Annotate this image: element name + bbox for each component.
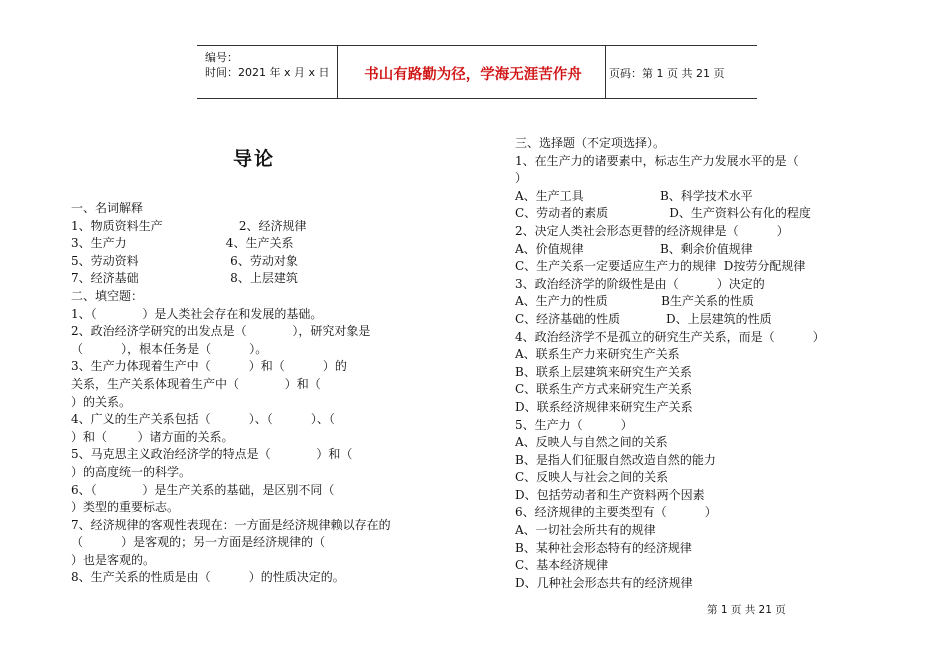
left-column-line: 一、名词解释 bbox=[71, 201, 144, 215]
right-column-line: C、经济基础的性质 D、上层建筑的性质 bbox=[515, 311, 772, 326]
right-column bbox=[515, 135, 887, 592]
right-column-line: A、反映人与自然之间的关系 bbox=[515, 435, 668, 450]
right-column-line: A、一切社会所共有的规律 bbox=[515, 523, 656, 538]
right-column-line: D、联系经济规律来研究生产关系 bbox=[515, 399, 693, 414]
right-column-line: A、价值规律 B、剩余价值规律 bbox=[515, 241, 753, 256]
left-column-line: ）也是客观的。 bbox=[71, 552, 156, 567]
right-column-line: B、联系上层建筑来研究生产关系 bbox=[515, 364, 692, 379]
header-page-label: 页码：第 1 页 共 21 页 bbox=[609, 67, 725, 80]
left-column-line: 3、生产力体现着生产中（ ）和（ ）的 bbox=[71, 359, 347, 374]
right-column-line: 1、在生产力的诸要素中，标志生产力发展水平的是（ bbox=[515, 153, 799, 168]
left-column bbox=[71, 200, 437, 587]
header-motto: 书山有路勤为径，学海无涯苦作舟 bbox=[364, 67, 582, 83]
document-header bbox=[197, 45, 757, 99]
left-column-line: 7、经济规律的客观性表现在：一方面是经济规律赖以存在的 bbox=[71, 517, 391, 532]
right-column-line: D、几种社会形态共有的经济规律 bbox=[515, 575, 693, 590]
left-column-line: （ ），根本任务是（ ）。 bbox=[71, 341, 268, 356]
page-footer: 第 1 页 共 21 页 bbox=[707, 604, 786, 616]
left-column-line: ）的高度统一的科学。 bbox=[71, 464, 192, 479]
right-column-line: C、生产关系一定要适应生产力的规律 D按劳分配规律 bbox=[515, 259, 806, 274]
left-column-line: 1、物质资料生产 2、经济规律 bbox=[71, 218, 307, 233]
left-column-line: （ ）是客观的；另一方面是经济规律的（ bbox=[71, 535, 326, 550]
left-column-line: 5、马克思主义政治经济学的特点是（ ）和（ bbox=[71, 447, 353, 462]
right-column-line: 2、决定人类社会形态更替的经济规律是（ ） bbox=[515, 223, 789, 238]
right-column-line: 4、政治经济学不是孤立的研究生产关系，而是（ ） bbox=[515, 329, 825, 344]
right-column-line: 6、经济规律的主要类型有（ ） bbox=[515, 505, 717, 520]
header-divider bbox=[337, 46, 338, 98]
left-column-line: ）的关系。 bbox=[71, 394, 132, 409]
left-column-line: 关系，生产关系体现着生产中（ ）和（ bbox=[71, 376, 321, 391]
right-column-line: 5、生产力（ ） bbox=[515, 417, 633, 432]
header-meta bbox=[205, 50, 330, 80]
right-column-line: C、反映人与社会之间的关系 bbox=[515, 470, 669, 485]
left-column-line: ）和（ ）诸方面的关系。 bbox=[71, 429, 234, 444]
right-column-line: A、生产力的性质 B生产关系的性质 bbox=[515, 294, 754, 309]
left-column-line: ）类型的重要标志。 bbox=[71, 500, 180, 515]
right-column-line: A、生产工具 B、科学技术水平 bbox=[515, 188, 753, 203]
left-column-line: 7、经济基础 8、上层建筑 bbox=[71, 271, 298, 286]
page-title: 导论 bbox=[233, 148, 276, 170]
left-column-line: 8、生产关系的性质是由（ ）的性质决定的。 bbox=[71, 570, 345, 585]
right-column-line: D、包括劳动者和生产资料两个因素 bbox=[515, 487, 705, 502]
left-column-line: 二、填空题： bbox=[71, 288, 144, 303]
left-column-line: 1、（ ）是人类社会存在和发展的基础。 bbox=[71, 306, 323, 321]
left-column-line: 2、政治经济学研究的出发点是（ ），研究对象是 bbox=[71, 324, 371, 339]
right-column-line: 三、选择题（不定项选择）。 bbox=[515, 136, 666, 150]
left-column-line: 6、（ ）是生产关系的基础，是区别不同（ bbox=[71, 482, 335, 497]
left-column-line: 5、劳动资料 6、劳动对象 bbox=[71, 253, 298, 268]
left-column-line: 3、生产力 4、生产关系 bbox=[71, 236, 294, 251]
right-column-line: ） bbox=[515, 171, 528, 186]
document-number-label: 编号： bbox=[205, 51, 238, 64]
right-column-line: C、基本经济规律 bbox=[515, 558, 609, 573]
right-column-line: C、联系生产方式来研究生产关系 bbox=[515, 382, 693, 397]
right-column-line: A、联系生产力来研究生产关系 bbox=[515, 347, 680, 362]
left-column-line: 4、广义的生产关系包括（ ）、（ ）、（ bbox=[71, 412, 335, 427]
right-column-line: B、某种社会形态特有的经济规律 bbox=[515, 540, 692, 555]
document-time-label: 时间：2021 年 x 月 x 日 bbox=[205, 66, 330, 79]
right-column-line: 3、政治经济学的阶级性是由（ ）决定的 bbox=[515, 276, 765, 291]
right-column-line: B、是指人们征服自然改造自然的能力 bbox=[515, 452, 716, 467]
right-column-line: C、劳动者的素质 D、生产资料公有化的程度 bbox=[515, 206, 811, 221]
